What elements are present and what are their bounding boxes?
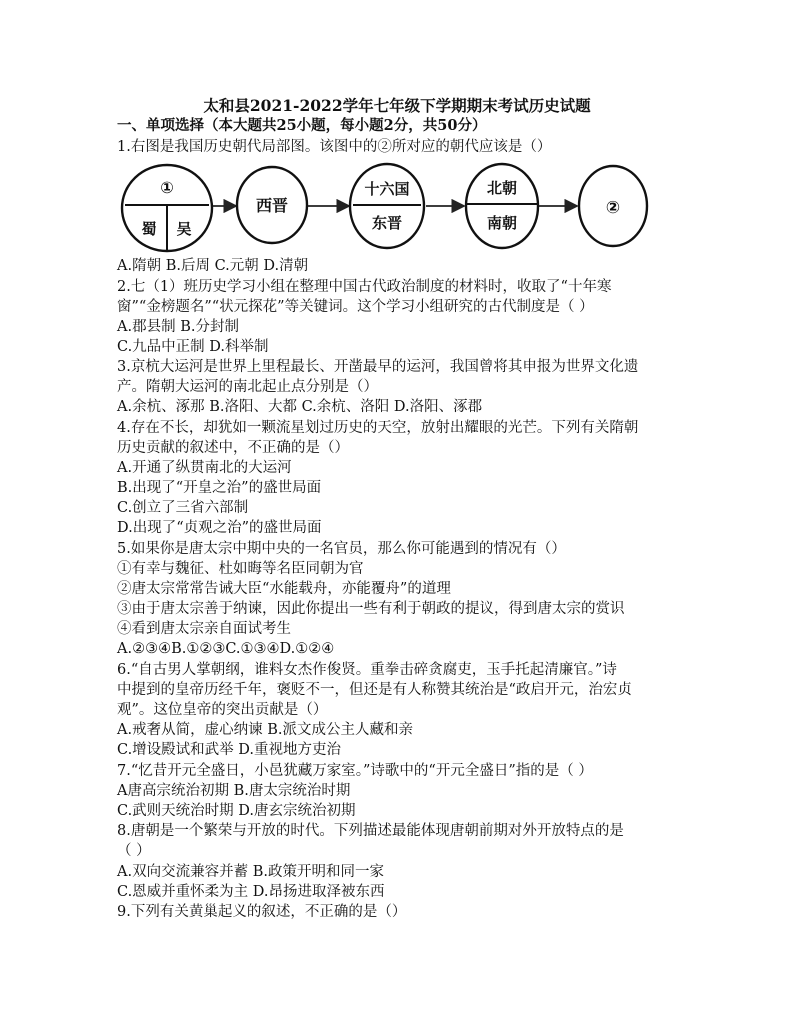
answer-options: A唐高宗统治初期 B.唐太宗统治时期 [117,783,351,799]
node-2-label: 西晋 [255,196,289,215]
question-line: 历史贡献的叙述中，不正确的是（） [117,440,349,456]
exam-title: 太和县2021-2022学年七年级下学期期末考试历史试题 [203,96,591,115]
node-1-right: 吴 [176,220,192,238]
question-line: 8.唐朝是一个繁荣与开放的时代。下列描述最能体现唐朝前期对外开放特点的是 [117,823,624,839]
node-3-top: 十六国 [364,180,410,198]
diagram-node-4 [466,164,538,248]
question-line: 7.“忆昔开元全盛日，小邑犹藏万家室。”诗歌中的“开元全盛日”指的是（ ） [117,763,593,779]
answer-options: C.武则天统治时期 D.唐玄宗统治初期 [117,803,356,819]
question-line: 9.下列有关黄巢起义的叙述，不正确的是（） [117,904,407,920]
diagram-node-5 [579,166,647,246]
answer-options: A.双向交流兼容并蓄 B.政策开明和同一家 [117,864,384,880]
answer-options: A.开通了纵贯南北的大运河 [117,460,292,476]
diagram-node-1 [122,165,212,251]
question-line: 1.右图是我国历史朝代局部图。该图中的②所对应的朝代应该是（） [117,139,552,155]
question-line: 窗”“金榜题名”“状元探花”等关键词。这个学习小组研究的古代制度是（ ） [117,299,594,315]
question-line: 6.“自古男人掌朝纲，谁料女杰作俊贤。重拳击碎贪腐吏，玉手托起清廉官。”诗 [117,662,617,678]
dynasty-flow-diagram [117,158,677,258]
answer-options: C.创立了三省六部制 [117,500,249,516]
answer-options: C.增设殿试和武举 D.重视地方吏治 [117,742,342,758]
node-4-top: 北朝 [486,179,518,197]
question-line: 5.如果你是唐太宗中期中央的一名官员，那么你可能遇到的情况有（） [117,541,566,557]
node-4-bottom: 南朝 [486,214,518,232]
diagram-node-3 [350,164,424,248]
answer-options: C.九品中正制 D.科举制 [117,339,269,355]
answer-options: A.戒奢从简，虚心纳谏 B.派文成公主人藏和亲 [117,722,413,738]
question-line: 4.存在不长，却犹如一颗流星划过历史的天空，放射出耀眼的光芒。下列有关隋朝 [117,420,639,436]
node-1-top: ① [160,178,174,197]
diagram-node-2 [237,167,307,243]
statement-line: ②唐太宗常常告诫大臣“水能载舟，亦能覆舟”的道理 [117,581,451,597]
question-line: 中提到的皇帝历经千年，褒贬不一，但还是有人称赞其统治是“政启开元，治宏贞 [117,682,632,698]
section-heading: 一、单项选择（本大题共25小题，每小题2分，共50分） [117,117,487,134]
node-5-label: ② [605,198,621,218]
question-line: （ ） [117,843,151,859]
question-line: 3.京杭大运河是世界上里程最长、开凿最早的运河，我国曾将其申报为世界文化遗 [117,359,639,375]
answer-options: C.恩威并重怀柔为主 D.昂扬进取泽被东西 [117,884,385,900]
answer-options: A.郡县制 B.分封制 [117,319,239,335]
question-line: 产。隋朝大运河的南北起止点分别是（） [117,379,378,395]
question-line: 观”。这位皇帝的突出贡献是（） [117,702,328,718]
statement-line: ①有幸与魏征、杜如晦等名臣同朝为官 [117,561,364,577]
answer-options: B.出现了“开皇之治”的盛世局面 [117,480,322,496]
node-3-bottom: 东晋 [371,214,403,232]
statement-line: ④看到唐太宗亲自面试考生 [117,621,291,637]
answer-options: A.隋朝 B.后周 C.元朝 D.清朝 [117,258,309,274]
answer-options: A.余杭、涿那 B.洛阳、大都 C.余杭、洛阳 D.洛阳、涿郡 [117,399,483,415]
question-line: 2.七（1）班历史学习小组在整理中国古代政治制度的材料时，收取了“十年寒 [117,279,612,295]
answer-options: D.出现了“贞观之治”的盛世局面 [117,520,322,536]
node-1-left: 蜀 [141,220,157,238]
statement-line: ③由于唐太宗善于纳谏，因此你提出一些有利于朝政的提议，得到唐太宗的赏识 [117,601,625,617]
answer-options: A.②③④B.①②③C.①③④D.①②④ [117,641,335,657]
